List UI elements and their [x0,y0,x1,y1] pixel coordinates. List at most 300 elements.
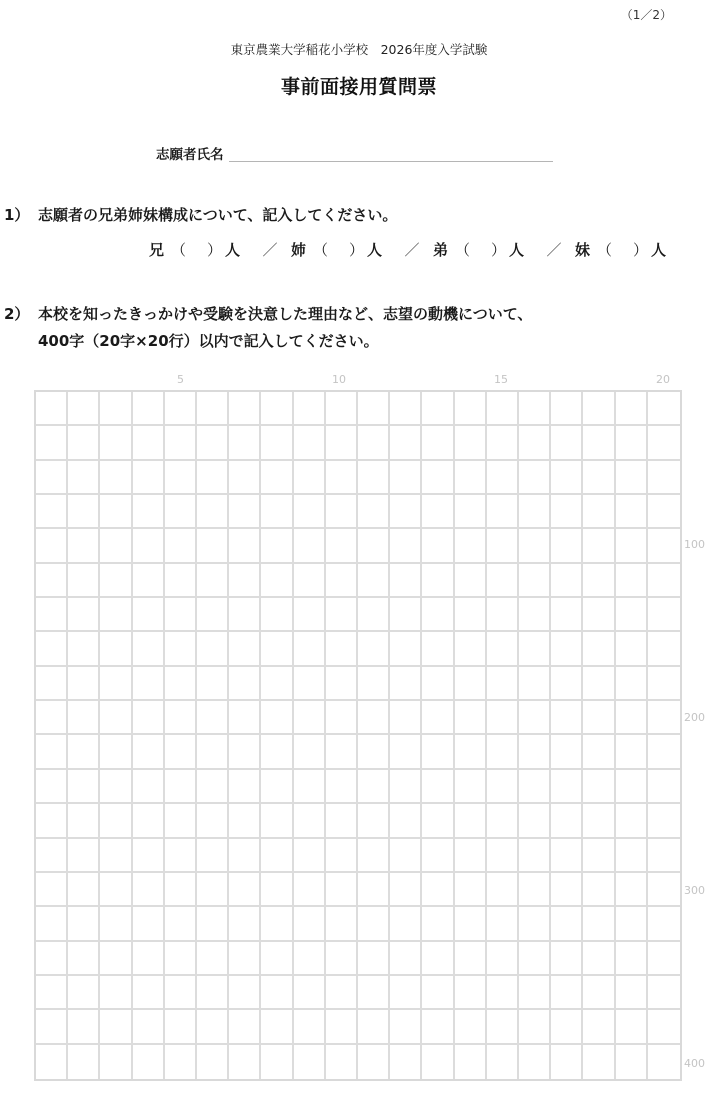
grid-cell[interactable] [294,701,326,735]
grid-cell[interactable] [261,392,293,426]
grid-cell[interactable] [165,564,197,598]
grid-cell[interactable] [551,770,583,804]
grid-cell[interactable] [100,1010,132,1044]
grid-cell[interactable] [583,495,615,529]
grid-cell[interactable] [422,770,454,804]
grid-cell[interactable] [133,907,165,941]
grid-cell[interactable] [229,426,261,460]
grid-cell[interactable] [358,392,390,426]
grid-cell[interactable] [294,495,326,529]
grid-cell[interactable] [229,735,261,769]
grid-cell[interactable] [100,701,132,735]
grid-cell[interactable] [455,426,487,460]
grid-cell[interactable] [294,392,326,426]
grid-cell[interactable] [261,1045,293,1079]
grid-cell[interactable] [519,1045,551,1079]
grid-cell[interactable] [36,632,68,666]
grid-cell[interactable] [390,529,422,563]
grid-cell[interactable] [390,804,422,838]
grid-cell[interactable] [487,564,519,598]
grid-cell[interactable] [519,495,551,529]
grid-cell[interactable] [326,976,358,1010]
grid-cell[interactable] [358,701,390,735]
grid-cell[interactable] [261,495,293,529]
grid-cell[interactable] [229,701,261,735]
grid-cell[interactable] [68,942,100,976]
grid-cell[interactable] [229,529,261,563]
grid-cell[interactable] [358,529,390,563]
grid-cell[interactable] [229,839,261,873]
grid-cell[interactable] [326,392,358,426]
grid-cell[interactable] [326,1045,358,1079]
grid-cell[interactable] [229,770,261,804]
grid-cell[interactable] [261,839,293,873]
grid-cell[interactable] [133,461,165,495]
grid-cell[interactable] [390,770,422,804]
grid-cell[interactable] [455,942,487,976]
grid-cell[interactable] [358,804,390,838]
grid-cell[interactable] [229,1045,261,1079]
grid-cell[interactable] [455,529,487,563]
grid-cell[interactable] [294,976,326,1010]
grid-cell[interactable] [455,632,487,666]
grid-cell[interactable] [616,1045,648,1079]
grid-cell[interactable] [519,667,551,701]
sibling-count-field[interactable]: （ [171,241,187,259]
grid-cell[interactable] [133,598,165,632]
grid-cell[interactable] [358,907,390,941]
grid-cell[interactable] [616,392,648,426]
grid-cell[interactable] [390,873,422,907]
grid-cell[interactable] [390,495,422,529]
grid-cell[interactable] [100,907,132,941]
grid-cell[interactable] [36,976,68,1010]
grid-cell[interactable] [487,1010,519,1044]
grid-cell[interactable] [583,426,615,460]
grid-cell[interactable] [36,839,68,873]
grid-cell[interactable] [229,564,261,598]
grid-cell[interactable] [165,392,197,426]
grid-cell[interactable] [422,735,454,769]
grid-cell[interactable] [422,667,454,701]
grid-cell[interactable] [648,1010,680,1044]
grid-cell[interactable] [197,461,229,495]
grid-cell[interactable] [358,667,390,701]
grid-cell[interactable] [455,907,487,941]
grid-cell[interactable] [583,632,615,666]
grid-cell[interactable] [616,632,648,666]
grid-cell[interactable] [68,564,100,598]
grid-cell[interactable] [551,529,583,563]
grid-cell[interactable] [583,976,615,1010]
grid-cell[interactable] [583,804,615,838]
grid-cell[interactable] [294,667,326,701]
grid-cell[interactable] [133,942,165,976]
grid-cell[interactable] [68,426,100,460]
grid-cell[interactable] [422,873,454,907]
grid-cell[interactable] [583,598,615,632]
grid-cell[interactable] [326,598,358,632]
grid-cell[interactable] [648,701,680,735]
grid-cell[interactable] [455,392,487,426]
grid-cell[interactable] [487,907,519,941]
grid-cell[interactable] [648,598,680,632]
grid-cell[interactable] [100,392,132,426]
grid-cell[interactable] [487,735,519,769]
grid-cell[interactable] [229,976,261,1010]
grid-cell[interactable] [261,632,293,666]
grid-cell[interactable] [294,426,326,460]
grid-cell[interactable] [100,976,132,1010]
grid-cell[interactable] [583,735,615,769]
grid-cell[interactable] [390,392,422,426]
grid-cell[interactable] [422,976,454,1010]
grid-cell[interactable] [68,976,100,1010]
grid-cell[interactable] [358,942,390,976]
grid-cell[interactable] [326,1010,358,1044]
grid-cell[interactable] [358,735,390,769]
grid-cell[interactable] [229,942,261,976]
grid-cell[interactable] [261,529,293,563]
grid-cell[interactable] [422,529,454,563]
grid-cell[interactable] [197,426,229,460]
grid-cell[interactable] [648,976,680,1010]
grid-cell[interactable] [422,392,454,426]
grid-cell[interactable] [133,667,165,701]
grid-cell[interactable] [133,529,165,563]
grid-cell[interactable] [229,598,261,632]
grid-cell[interactable] [36,564,68,598]
grid-cell[interactable] [551,1010,583,1044]
grid-cell[interactable] [68,907,100,941]
grid-cell[interactable] [100,667,132,701]
grid-cell[interactable] [455,735,487,769]
grid-cell[interactable] [326,632,358,666]
sibling-count-field[interactable]: （ [597,241,613,259]
grid-cell[interactable] [197,839,229,873]
grid-cell[interactable] [390,1045,422,1079]
grid-cell[interactable] [583,873,615,907]
grid-cell[interactable] [165,598,197,632]
grid-cell[interactable] [358,495,390,529]
grid-cell[interactable] [165,667,197,701]
grid-cell[interactable] [551,667,583,701]
grid-cell[interactable] [294,529,326,563]
grid-cell[interactable] [326,529,358,563]
grid-cell[interactable] [583,1010,615,1044]
grid-cell[interactable] [616,873,648,907]
grid-cell[interactable] [68,461,100,495]
grid-cell[interactable] [551,976,583,1010]
grid-cell[interactable] [133,426,165,460]
grid-cell[interactable] [294,873,326,907]
grid-cell[interactable] [422,426,454,460]
grid-cell[interactable] [261,942,293,976]
grid-cell[interactable] [36,495,68,529]
grid-cell[interactable] [616,598,648,632]
grid-cell[interactable] [487,701,519,735]
grid-cell[interactable] [616,701,648,735]
grid-cell[interactable] [551,873,583,907]
grid-cell[interactable] [165,873,197,907]
grid-cell[interactable] [648,942,680,976]
grid-cell[interactable] [648,770,680,804]
grid-cell[interactable] [133,392,165,426]
grid-cell[interactable] [519,632,551,666]
grid-cell[interactable] [358,1045,390,1079]
grid-cell[interactable] [390,598,422,632]
grid-cell[interactable] [551,701,583,735]
grid-cell[interactable] [326,461,358,495]
grid-cell[interactable] [294,804,326,838]
grid-cell[interactable] [326,735,358,769]
grid-cell[interactable] [583,839,615,873]
grid-cell[interactable] [36,873,68,907]
grid-cell[interactable] [358,598,390,632]
grid-cell[interactable] [261,461,293,495]
grid-cell[interactable] [100,873,132,907]
grid-cell[interactable] [261,907,293,941]
grid-cell[interactable] [422,907,454,941]
grid-cell[interactable] [197,667,229,701]
grid-cell[interactable] [616,1010,648,1044]
grid-cell[interactable] [36,907,68,941]
grid-cell[interactable] [261,873,293,907]
grid-cell[interactable] [68,701,100,735]
grid-cell[interactable] [551,564,583,598]
grid-cell[interactable] [422,495,454,529]
grid-cell[interactable] [551,461,583,495]
grid-cell[interactable] [487,598,519,632]
grid-cell[interactable] [100,632,132,666]
grid-cell[interactable] [487,942,519,976]
grid-cell[interactable] [68,839,100,873]
grid-cell[interactable] [487,667,519,701]
grid-cell[interactable] [519,598,551,632]
grid-cell[interactable] [422,564,454,598]
grid-cell[interactable] [422,1045,454,1079]
grid-cell[interactable] [616,461,648,495]
grid-cell[interactable] [36,529,68,563]
grid-cell[interactable] [36,804,68,838]
grid-cell[interactable] [616,770,648,804]
grid-cell[interactable] [390,632,422,666]
grid-cell[interactable] [294,735,326,769]
grid-cell[interactable] [487,873,519,907]
grid-cell[interactable] [487,632,519,666]
grid-cell[interactable] [487,495,519,529]
grid-cell[interactable] [326,873,358,907]
grid-cell[interactable] [165,1045,197,1079]
grid-cell[interactable] [261,770,293,804]
grid-cell[interactable] [133,1010,165,1044]
grid-cell[interactable] [197,495,229,529]
grid-cell[interactable] [100,839,132,873]
grid-cell[interactable] [616,426,648,460]
grid-cell[interactable] [294,632,326,666]
grid-cell[interactable] [583,529,615,563]
grid-cell[interactable] [551,1045,583,1079]
grid-cell[interactable] [455,564,487,598]
grid-cell[interactable] [616,804,648,838]
grid-cell[interactable] [551,632,583,666]
grid-cell[interactable] [487,770,519,804]
grid-cell[interactable] [551,735,583,769]
grid-cell[interactable] [422,1010,454,1044]
grid-cell[interactable] [487,392,519,426]
grid-cell[interactable] [197,1045,229,1079]
grid-cell[interactable] [165,461,197,495]
grid-cell[interactable] [100,735,132,769]
grid-cell[interactable] [455,873,487,907]
grid-cell[interactable] [133,839,165,873]
grid-cell[interactable] [229,495,261,529]
grid-cell[interactable] [326,770,358,804]
grid-cell[interactable] [100,564,132,598]
grid-cell[interactable] [390,564,422,598]
grid-cell[interactable] [133,873,165,907]
grid-cell[interactable] [68,529,100,563]
grid-cell[interactable] [68,804,100,838]
grid-cell[interactable] [390,461,422,495]
grid-cell[interactable] [616,529,648,563]
grid-cell[interactable] [326,907,358,941]
grid-cell[interactable] [551,495,583,529]
grid-cell[interactable] [326,564,358,598]
grid-cell[interactable] [229,1010,261,1044]
grid-cell[interactable] [229,873,261,907]
grid-cell[interactable] [519,564,551,598]
grid-cell[interactable] [165,804,197,838]
grid-cell[interactable] [358,839,390,873]
grid-cell[interactable] [165,942,197,976]
grid-cell[interactable] [648,632,680,666]
grid-cell[interactable] [519,873,551,907]
grid-cell[interactable] [390,426,422,460]
grid-cell[interactable] [616,667,648,701]
grid-cell[interactable] [648,426,680,460]
grid-cell[interactable] [648,564,680,598]
grid-cell[interactable] [165,529,197,563]
grid-cell[interactable] [326,667,358,701]
grid-cell[interactable] [422,598,454,632]
grid-cell[interactable] [583,770,615,804]
grid-cell[interactable] [165,839,197,873]
grid-cell[interactable] [648,1045,680,1079]
grid-cell[interactable] [229,804,261,838]
grid-cell[interactable] [197,873,229,907]
grid-cell[interactable] [422,804,454,838]
grid-cell[interactable] [551,426,583,460]
grid-cell[interactable] [390,701,422,735]
grid-cell[interactable] [390,976,422,1010]
grid-cell[interactable] [648,392,680,426]
grid-cell[interactable] [68,495,100,529]
sibling-count-field[interactable]: （ [313,241,329,259]
grid-cell[interactable] [487,529,519,563]
grid-cell[interactable] [197,735,229,769]
grid-cell[interactable] [326,495,358,529]
grid-cell[interactable] [519,770,551,804]
grid-cell[interactable] [358,976,390,1010]
grid-cell[interactable] [197,564,229,598]
grid-cell[interactable] [261,735,293,769]
grid-cell[interactable] [519,907,551,941]
grid-cell[interactable] [519,942,551,976]
grid-cell[interactable] [583,392,615,426]
grid-cell[interactable] [648,839,680,873]
grid-cell[interactable] [519,1010,551,1044]
grid-cell[interactable] [616,495,648,529]
grid-cell[interactable] [616,942,648,976]
grid-cell[interactable] [455,495,487,529]
grid-cell[interactable] [648,873,680,907]
grid-cell[interactable] [583,942,615,976]
grid-cell[interactable] [229,667,261,701]
grid-cell[interactable] [487,976,519,1010]
grid-cell[interactable] [422,632,454,666]
grid-cell[interactable] [551,839,583,873]
grid-cell[interactable] [648,495,680,529]
grid-cell[interactable] [36,461,68,495]
applicant-name-field[interactable] [229,161,553,162]
grid-cell[interactable] [616,735,648,769]
grid-cell[interactable] [133,770,165,804]
grid-cell[interactable] [358,770,390,804]
grid-cell[interactable] [519,735,551,769]
grid-cell[interactable] [326,701,358,735]
grid-cell[interactable] [68,667,100,701]
grid-cell[interactable] [422,839,454,873]
grid-cell[interactable] [100,942,132,976]
grid-cell[interactable] [68,598,100,632]
grid-cell[interactable] [455,667,487,701]
grid-cell[interactable] [197,804,229,838]
grid-cell[interactable] [68,1045,100,1079]
grid-cell[interactable] [100,598,132,632]
grid-cell[interactable] [133,976,165,1010]
grid-cell[interactable] [165,701,197,735]
grid-cell[interactable] [390,735,422,769]
grid-cell[interactable] [551,598,583,632]
grid-cell[interactable] [519,392,551,426]
grid-cell[interactable] [455,461,487,495]
grid-cell[interactable] [68,632,100,666]
grid-cell[interactable] [551,907,583,941]
grid-cell[interactable] [261,426,293,460]
grid-cell[interactable] [165,907,197,941]
grid-cell[interactable] [197,392,229,426]
grid-cell[interactable] [358,1010,390,1044]
grid-cell[interactable] [165,770,197,804]
grid-cell[interactable] [36,392,68,426]
grid-cell[interactable] [197,770,229,804]
grid-cell[interactable] [133,701,165,735]
grid-cell[interactable] [100,529,132,563]
grid-cell[interactable] [229,392,261,426]
grid-cell[interactable] [487,839,519,873]
grid-cell[interactable] [165,632,197,666]
grid-cell[interactable] [261,1010,293,1044]
grid-cell[interactable] [487,804,519,838]
grid-cell[interactable] [261,564,293,598]
grid-cell[interactable] [133,495,165,529]
grid-cell[interactable] [358,873,390,907]
grid-cell[interactable] [358,564,390,598]
grid-cell[interactable] [197,976,229,1010]
grid-cell[interactable] [616,976,648,1010]
grid-cell[interactable] [100,426,132,460]
